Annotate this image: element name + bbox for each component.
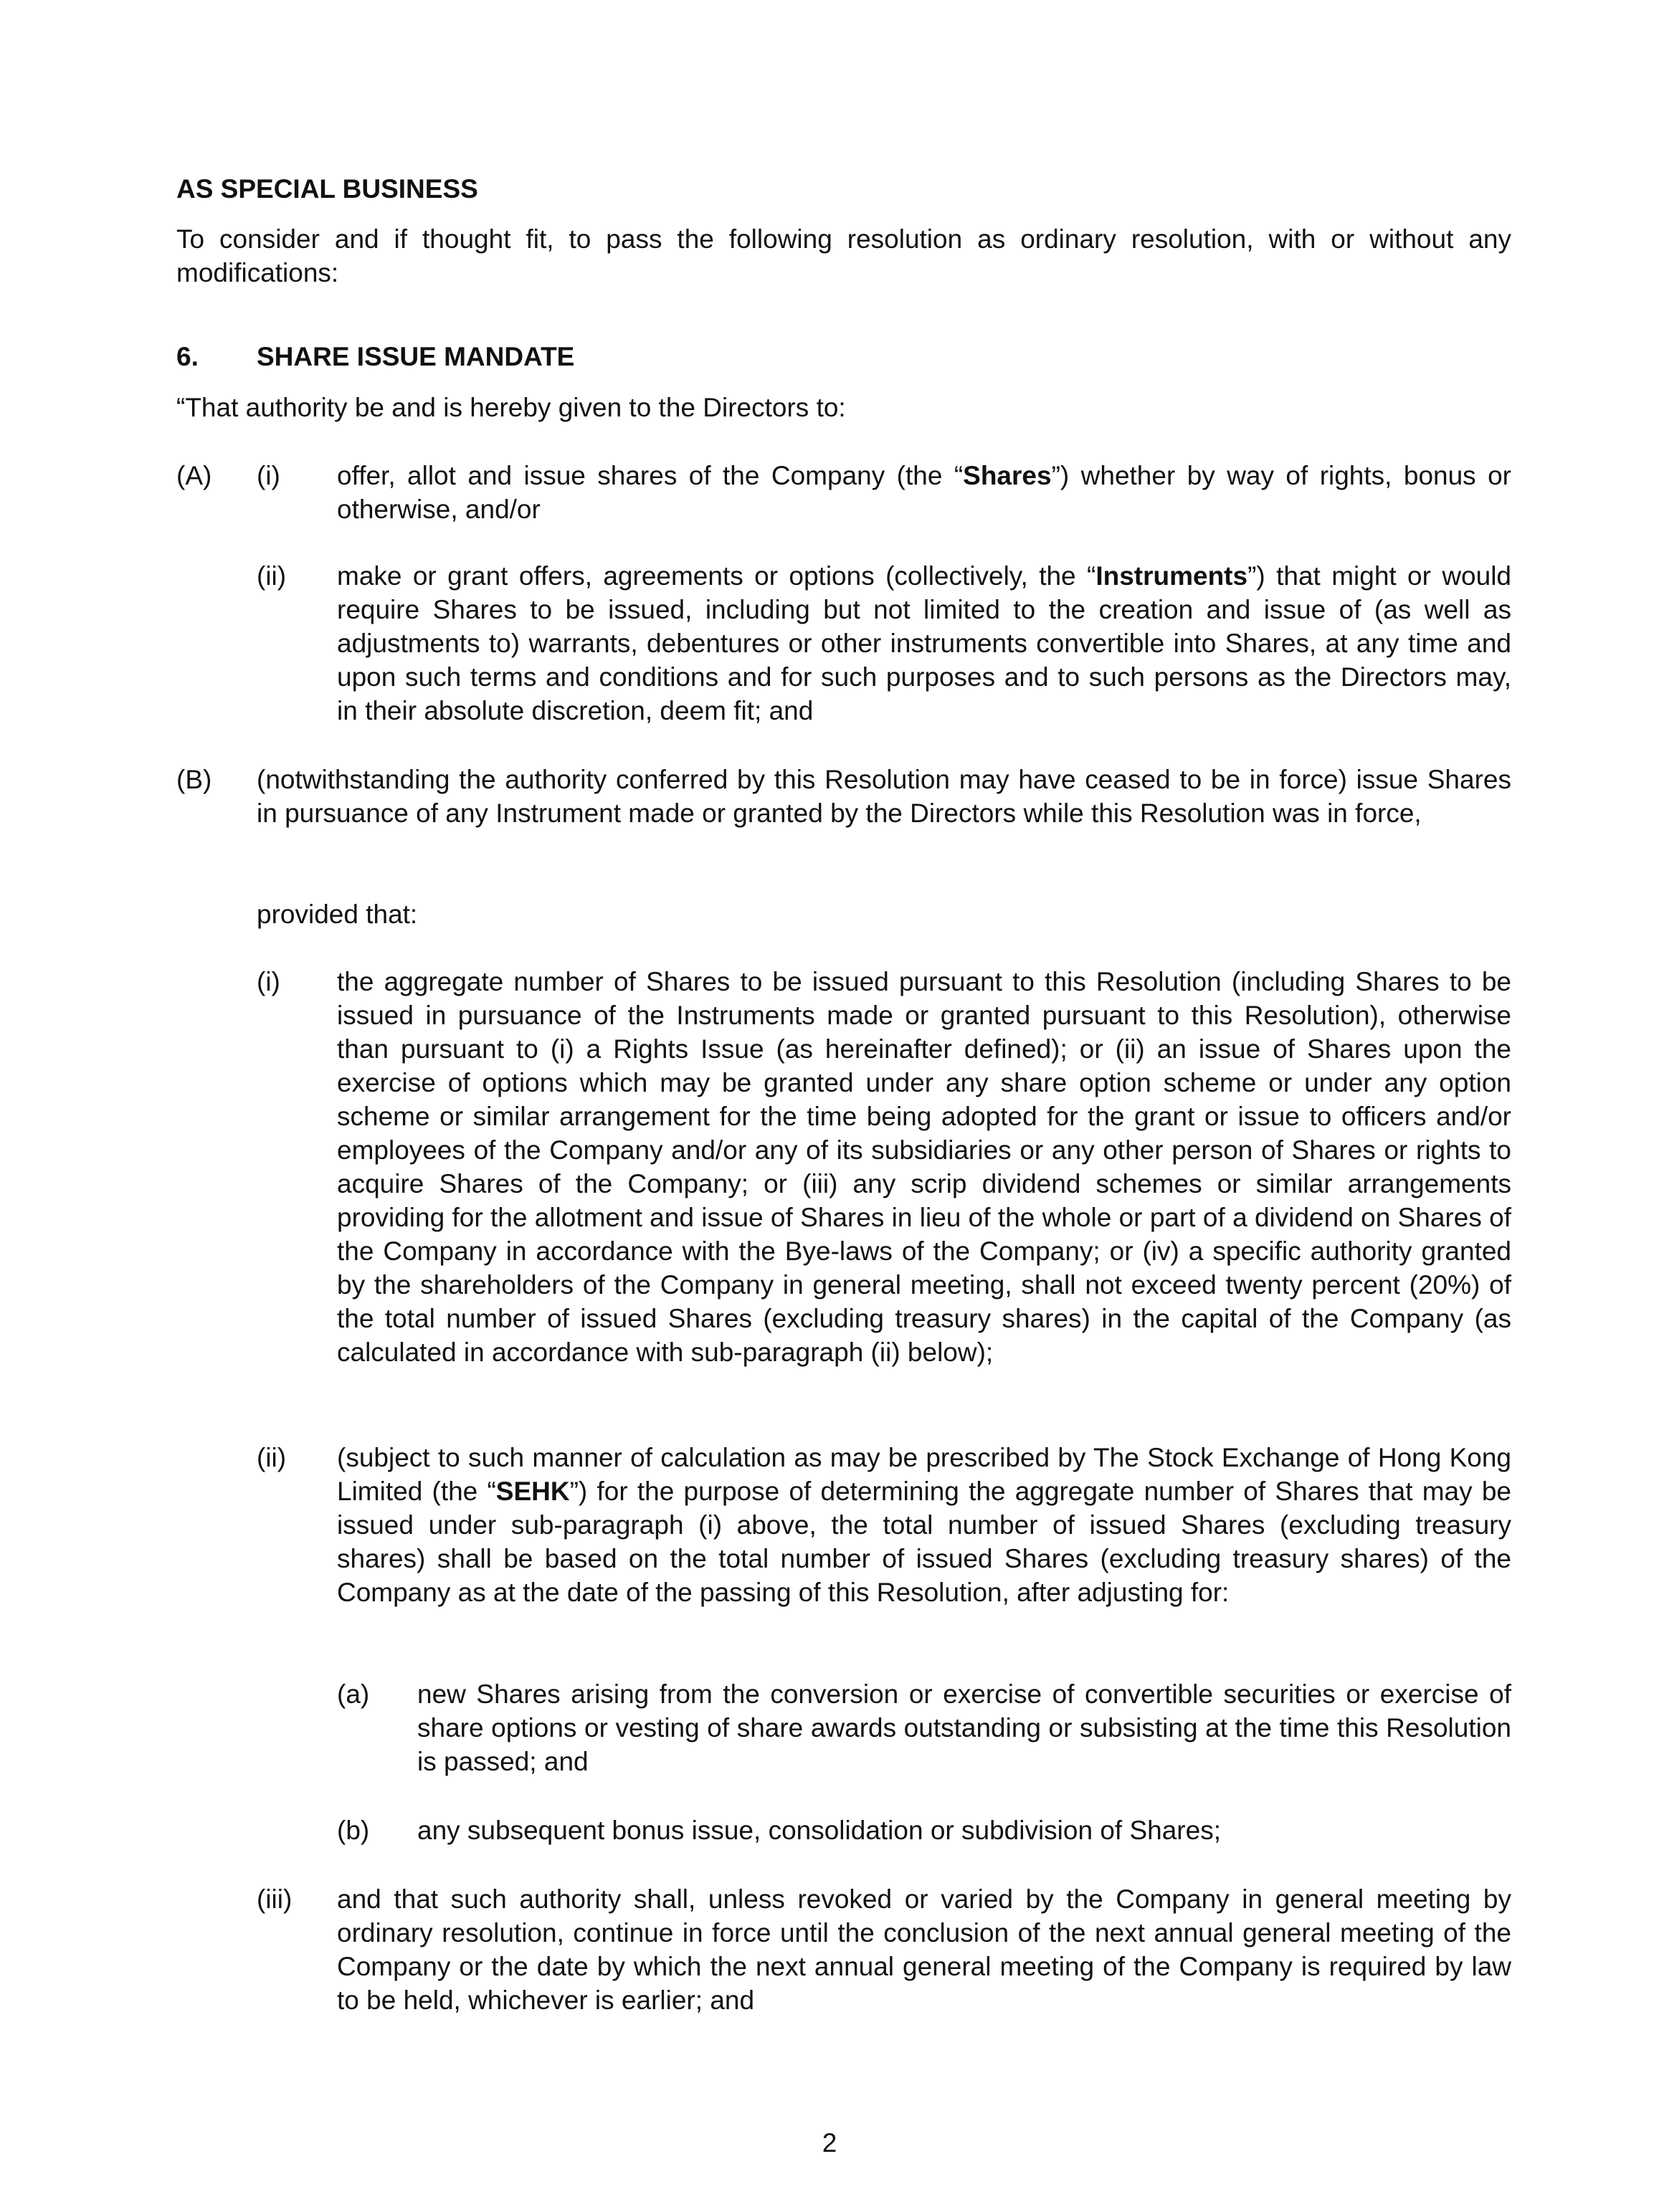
- provided-that: provided that:: [257, 900, 418, 929]
- clause-a-ii-text: [337, 559, 1511, 728]
- clause-b-i-text: the aggregate number of Shares to be issued pursuant to this Resolution (including Shares to be issued in pursuance of the Instruments made or granted pursuant to this Resolution), otherwise than pursuant to (i) a Rights Issue (as hereinafter defined); or (ii) an issue of Shares upon the exercise of options which may be granted under any share option scheme or under any option scheme or similar arrangement for the time being adopted for the grant or issue to officers and/or employees of the Company and/or any of its subsidiaries or any other person of Shares or rights to acquire Shares of the Company; or (iii) any scrip dividend schemes or similar arrangements providing for the allotment and issue of Shares in lieu of the whole or part of a dividend on Shares of the Company in accordance with the Bye-laws of the Company; or (iv) a specific authority granted by the shareholders of the Company in general meeting, shall not exceed twenty percent (20%) of the total number of issued Shares (excluding treasury shares) in the capital of the Company (as calculated in accordance with sub-paragraph (ii) below);: [337, 967, 1511, 1367]
- clause-b-ii-a-label: (a): [337, 1679, 370, 1709]
- defined-term-instruments: Instruments: [1095, 561, 1248, 591]
- clause-a-i-text-after: ”) whether by way of rights, bonus or otherwise, and/or: [337, 461, 1511, 524]
- clause-b-ii-text-before: (subject to such manner of calculation as may be prescribed by The Stock Exchange of Hong Kong Limited (the “: [337, 1443, 1511, 1506]
- resolution-number: 6.: [176, 342, 199, 371]
- clause-b-iii-label: (iii): [257, 1884, 293, 1914]
- clause-a-i-text-before: offer, allot and issue shares of the Company (the “: [337, 461, 964, 490]
- clause-a-i-text: [337, 459, 1511, 526]
- clause-a-i-label: (i): [257, 461, 280, 490]
- resolution-opening: “That authority be and is hereby given to the Directors to:: [176, 393, 846, 422]
- clause-b-ii-label: (ii): [257, 1443, 287, 1472]
- resolution-title: SHARE ISSUE MANDATE: [257, 342, 575, 371]
- clause-b-i-label: (i): [257, 967, 280, 996]
- clause-a-ii-text-before: make or grant offers, agreements or options (collectively, the “: [337, 561, 1096, 591]
- clause-a-ii-label: (ii): [257, 561, 287, 591]
- clause-b-ii-text: [337, 1441, 1511, 1609]
- clause-b-text: (notwithstanding the authority conferred by this Resolution may have ceased to be in force) issue Shares in pursuance of any Instrument made or granted by the Directors while this Resolution was in force,: [257, 765, 1511, 828]
- page-number: 2: [822, 2128, 837, 2158]
- clause-b-ii-text-after: ”) for the purpose of determining the aggregate number of Shares that may be issued under sub-paragraph (i) above, the total number of issued Shares (excluding treasury shares) shall be based on the total number of issued Shares (excluding treasury shares) of the Company as at the date of the passing of this Resolution, after adjusting for:: [337, 1477, 1511, 1607]
- clause-b-iii-text: and that such authority shall, unless revoked or varied by the Company in general meeting by ordinary resolution, continue in force until the conclusion of the next annual general meeting of the Company or the date by which the next annual general meeting of the Company is required by law to be held, whichever is earlier; and: [337, 1884, 1511, 2015]
- defined-term-sehk: SEHK: [495, 1477, 570, 1506]
- clause-a-label: (A): [176, 461, 212, 490]
- clause-a-ii-text-after: ”) that might or would require Shares to be issued, including but not limited to the creation and issue of (as well as adjustments to) warrants, debentures or other instruments convertible into Shares, at any time and upon such terms and conditions and for such purposes and to such persons as the Directors may, in their absolute discretion, deem fit; and: [337, 561, 1511, 725]
- clause-b-ii-a-text: new Shares arising from the conversion or exercise of convertible securities or exercise of share options or vesting of share awards outstanding or subsisting at the time this Resolution is passed; and: [417, 1679, 1511, 1776]
- defined-term-shares: Shares: [963, 461, 1052, 490]
- intro-paragraph: To consider and if thought fit, to pass the following resolution as ordinary resolution, with or without any modifications:: [176, 224, 1511, 287]
- clause-b-label: (B): [176, 765, 212, 794]
- section-heading: AS SPECIAL BUSINESS: [176, 174, 478, 204]
- clause-b-ii-b-text: any subsequent bonus issue, consolidation or subdivision of Shares;: [417, 1816, 1221, 1845]
- clause-b-ii-b-label: (b): [337, 1816, 370, 1845]
